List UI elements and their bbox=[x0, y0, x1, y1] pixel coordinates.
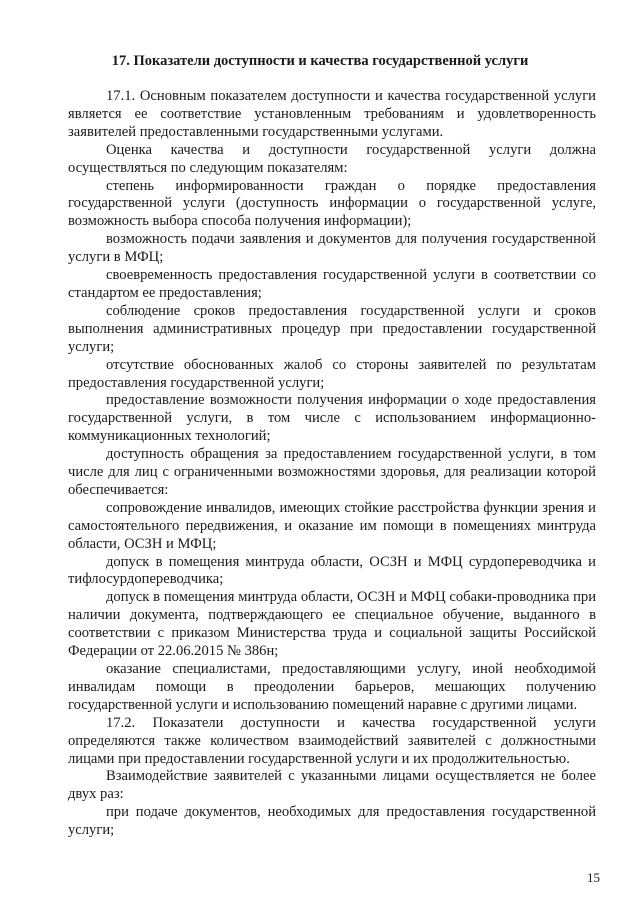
indicator-deadlines: соблюдение сроков предоставления государственной услуги и сроков выполнения административных процедур при предоставлении государственной услуги; bbox=[68, 302, 596, 355]
section-body bbox=[68, 88, 596, 840]
indicator-timeliness: своевременность предоставления государственной услуги в соответствии со стандартом ее предоставления; bbox=[68, 267, 596, 301]
paragraph-17-1: 17.1. Основным показателем доступности и качества государственной услуги является ее соответствие установленным требованиям и удовлетворенность заявителей предоставленными государственными услугами. bbox=[68, 88, 596, 140]
interaction-case-submission: при подаче документов, необходимых для предоставления государственной услуги; bbox=[68, 804, 596, 839]
section-heading: 17. Показатели доступности и качества государственной услуги bbox=[111, 53, 529, 69]
indicator-awareness: степень информированности граждан о порядке предоставления государственной услуги (доступность информации о государственной услуге, возможность выбора способа получения информации); bbox=[68, 177, 596, 230]
page-number: 15 bbox=[587, 870, 600, 885]
indicator-progress-info: предоставление возможности получения информации о ходе предоставления государственной услуги, в том числе с использованием информационно-коммуникационных технологий; bbox=[68, 392, 596, 445]
provision-escort: сопровождение инвалидов, имеющих стойкие расстройства функции зрения и самостоятельного передвижения, и оказание им помощи в помещениях минтруда области, ОСЗН и МФЦ; bbox=[68, 499, 596, 552]
provision-assistance: оказание специалистами, предоставляющими услугу, иной необходимой инвалидам помощи в преодолении барьеров, мешающих получению государственной услуги и использованию помещений наравне с другими лицами. bbox=[68, 661, 596, 713]
indicator-accessibility: доступность обращения за предоставлением государственной услуги, в том числе для лиц с ограниченными возможностями здоровья, для реализации которой обеспечивается: bbox=[68, 446, 596, 498]
provision-interpreter: допуск в помещения минтруда области, ОСЗН и МФЦ сурдопереводчика и тифлосурдопереводчика; bbox=[68, 553, 596, 588]
paragraph-interaction-limit: Взаимодействие заявителей с указанными лицами осуществляется не более двух раз: bbox=[68, 768, 596, 803]
indicator-no-complaints: отсутствие обоснованных жалоб со стороны заявителей по результатам предоставления государственной услуги; bbox=[68, 356, 596, 391]
paragraph-17-2: 17.2. Показатели доступности и качества государственной услуги определяются также количеством взаимодействий заявителей с должностными лицами при предоставлении государственной услуги и их продолжительностью. bbox=[68, 714, 596, 767]
provision-guide-dog: допуск в помещения минтруда области, ОСЗН и МФЦ собаки-проводника при наличии документа, подтверждающего ее специальное обучение, выданного в соответствии с приказом Министерства труда и социальной защиты Российской Федерации от 22.06.2015 № 386н; bbox=[68, 589, 596, 660]
indicator-mfc-submission: возможность подачи заявления и документов для получения государственной услуги в МФЦ; bbox=[68, 231, 596, 266]
paragraph-assessment-intro: Оценка качества и доступности государственной услуги должна осуществляться по следующим показателям: bbox=[68, 141, 596, 176]
